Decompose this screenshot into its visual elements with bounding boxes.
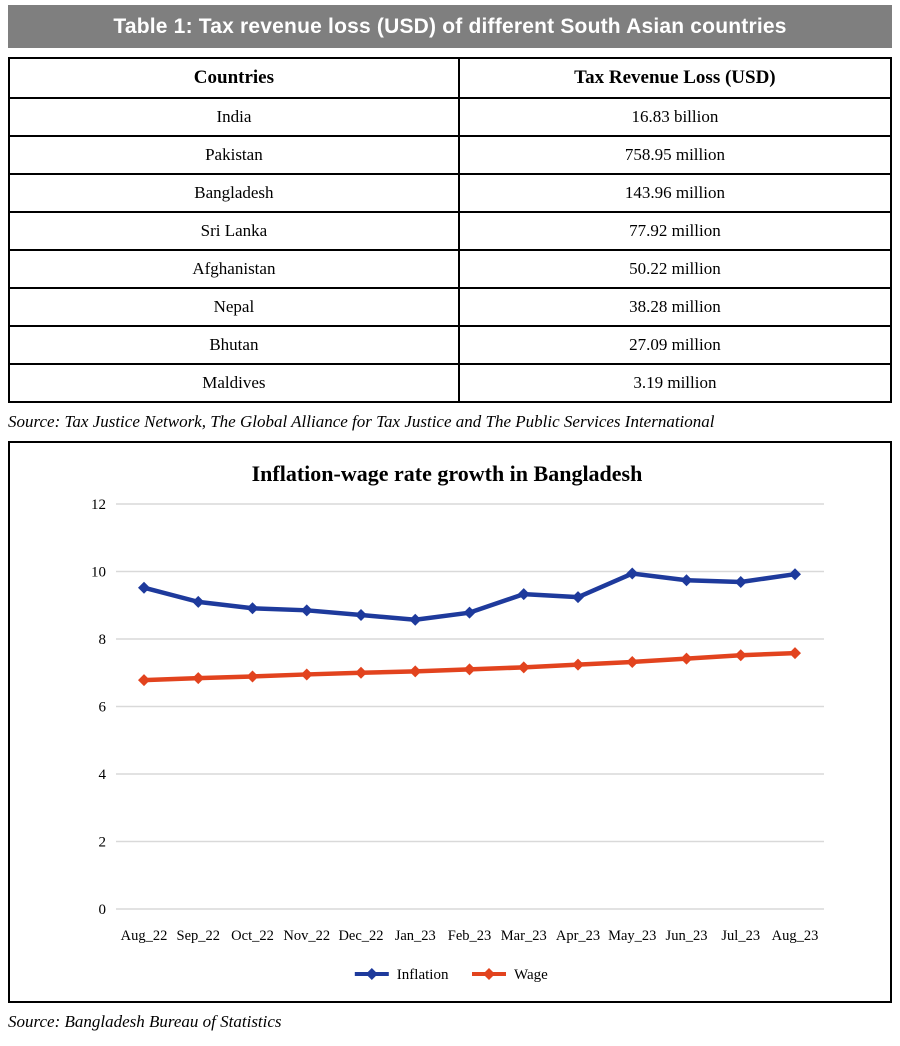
x-axis-tick-label: Sep_22 bbox=[176, 928, 220, 944]
x-axis-tick-label: Jun_23 bbox=[665, 928, 708, 944]
wage-marker bbox=[572, 659, 584, 671]
table-source-note: Source: Tax Justice Network, The Global Alliance for Tax Justice and The Public Services International bbox=[8, 412, 715, 431]
inflation-marker bbox=[681, 574, 693, 586]
y-axis-tick-label: 0 bbox=[98, 902, 106, 918]
chart-title: Inflation-wage rate growth in Bangladesh bbox=[251, 461, 643, 486]
inflation-marker bbox=[138, 582, 150, 594]
inflation-marker bbox=[192, 596, 204, 608]
tax-revenue-table bbox=[8, 57, 892, 403]
wage-marker bbox=[409, 665, 421, 677]
y-axis-tick-label: 10 bbox=[91, 564, 106, 581]
country-cell: Pakistan bbox=[9, 136, 459, 174]
legend-label-wage: Wage bbox=[514, 967, 548, 983]
inflation-marker bbox=[518, 588, 530, 600]
y-axis-tick-label: 2 bbox=[98, 834, 106, 851]
inflation-marker bbox=[735, 576, 747, 588]
table-row bbox=[9, 250, 891, 288]
country-cell: Bhutan bbox=[9, 326, 459, 364]
wage-marker bbox=[626, 656, 638, 668]
x-axis-tick-label: Jul_23 bbox=[721, 928, 761, 944]
x-axis-tick-label: Nov_22 bbox=[283, 928, 331, 944]
legend-marker-inflation bbox=[366, 968, 378, 980]
inflation-marker bbox=[301, 604, 313, 616]
inflation-marker bbox=[464, 607, 476, 619]
y-axis-tick-label: 12 bbox=[91, 497, 106, 513]
tax-loss-cell: 50.22 million bbox=[459, 250, 891, 288]
x-axis-tick-label: Oct_22 bbox=[231, 928, 274, 944]
country-cell: Bangladesh bbox=[9, 174, 459, 212]
tax-loss-cell: 27.09 million bbox=[459, 326, 891, 364]
table-row bbox=[9, 98, 891, 136]
x-axis-tick-label: May_23 bbox=[608, 928, 657, 944]
y-axis-tick-label: 4 bbox=[98, 767, 106, 783]
x-axis-tick-label: Aug_23 bbox=[771, 928, 819, 944]
country-cell: Sri Lanka bbox=[9, 212, 459, 250]
table-title: Table 1: Tax revenue loss (USD) of different South Asian countries bbox=[113, 14, 787, 38]
table-header-row bbox=[9, 58, 891, 98]
table-row bbox=[9, 174, 891, 212]
wage-marker bbox=[355, 667, 367, 679]
x-axis-tick-label: Aug_22 bbox=[120, 928, 168, 944]
wage-marker bbox=[247, 670, 259, 682]
chart-source-note: Source: Bangladesh Bureau of Statistics bbox=[8, 1012, 282, 1031]
column-header-countries: Countries bbox=[9, 58, 459, 98]
chart-container bbox=[8, 441, 892, 1003]
table-title-bar bbox=[8, 5, 892, 48]
wage-marker bbox=[192, 672, 204, 684]
wage-marker bbox=[138, 674, 150, 686]
x-axis-tick-label: Jan_23 bbox=[394, 928, 436, 944]
country-cell: India bbox=[9, 98, 459, 136]
country-cell: Nepal bbox=[9, 288, 459, 326]
inflation-marker bbox=[789, 568, 801, 580]
table-row bbox=[9, 212, 891, 250]
wage-marker bbox=[518, 661, 530, 673]
country-cell: Afghanistan bbox=[9, 250, 459, 288]
inflation-marker bbox=[247, 602, 259, 614]
table-row bbox=[9, 288, 891, 326]
wage-marker bbox=[464, 663, 476, 675]
tax-loss-cell: 38.28 million bbox=[459, 288, 891, 326]
x-axis-tick-label: Feb_23 bbox=[447, 928, 492, 944]
wage-marker bbox=[681, 653, 693, 665]
x-axis-tick-label: Mar_23 bbox=[500, 928, 547, 944]
tax-loss-cell: 16.83 billion bbox=[459, 98, 891, 136]
table-row bbox=[9, 364, 891, 402]
table-row bbox=[9, 326, 891, 364]
legend-marker-wage bbox=[483, 968, 495, 980]
y-axis-tick-label: 6 bbox=[98, 699, 106, 716]
tax-loss-cell: 3.19 million bbox=[459, 364, 891, 402]
inflation-marker bbox=[355, 609, 367, 621]
x-axis-tick-label: Apr_23 bbox=[555, 928, 601, 944]
inflation-marker bbox=[409, 614, 421, 626]
wage-marker bbox=[301, 668, 313, 680]
legend-label-inflation: Inflation bbox=[396, 967, 449, 983]
wage-marker bbox=[735, 649, 747, 661]
tax-loss-cell: 758.95 million bbox=[459, 136, 891, 174]
wage-marker bbox=[789, 647, 801, 659]
column-header-tax-revenue-loss: Tax Revenue Loss (USD) bbox=[459, 58, 891, 98]
country-cell: Maldives bbox=[9, 364, 459, 402]
tax-loss-cell: 143.96 million bbox=[459, 174, 891, 212]
x-axis-tick-label: Dec_22 bbox=[338, 928, 384, 944]
table-row bbox=[9, 136, 891, 174]
y-axis-tick-label: 8 bbox=[98, 632, 106, 648]
inflation-wage-chart bbox=[10, 443, 890, 1001]
tax-loss-cell: 77.92 million bbox=[459, 212, 891, 250]
